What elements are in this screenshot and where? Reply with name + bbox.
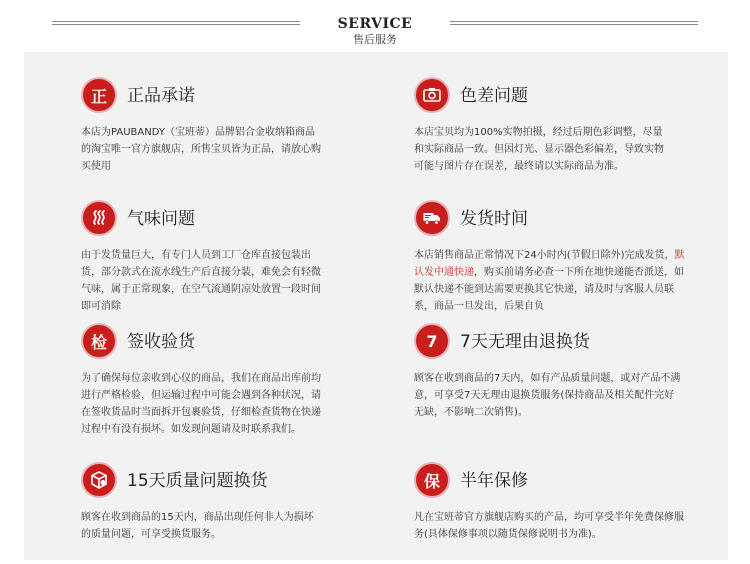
section-header [0,0,750,52]
service-heading: 色差问题 [460,86,528,106]
service-description: 顾客在收到商品的7天内，如有产品质量问题，或对产品不满意，可享受7天无理由退换货服务(保持商品及相关配件完好无缺，不影响二次销售)。 [414,373,681,418]
zheng-badge-icon: 正 [81,77,117,113]
service-description [414,247,690,315]
service-heading: 7天无理由退换货 [460,332,590,352]
section-subtitle: 售后服务 [353,33,397,46]
service-heading: 发货时间 [460,209,528,229]
shipping-text-part1: 本店销售商品正常情况下24小时内(节假日除外)完成发货， [414,250,675,261]
service-heading: 15天质量问题换货 [127,471,268,491]
service-description: 为了确保每位亲收到心仪的商品，我们在商品出库前均进行严格检验，但运输过程中可能会遇到各种状况，请在签收货品时当面拆开包裹验货，仔细检查货物在快递过程中有没有损坏。如发现问题请及时联系我们。 [81,373,321,435]
jian-badge-icon: 检 [81,323,117,359]
service-heading: 签收验货 [127,332,195,352]
service-description: 凡在宝班蒂官方旗舰店购买的产品，均可享受半年免费保修服务(具体保修事项以随货保修说明书为准)。 [414,512,684,540]
default-courier-highlight: 默认发中通快递 [414,250,685,278]
bao-badge-icon: 保 [414,462,450,498]
service-description: 本店宝贝均为100%实物拍摄，经过后期色彩调整，尽量和实际商品一致。但因灯光、显示器色彩偏差，导致实物可能与图片存在误差，最终请以实际商品为准。 [414,127,664,172]
service-description: 顾客在收到商品的15天内，商品出现任何非人为损坏的质量问题，可享受换货服务。 [81,512,314,540]
delivery-truck-icon [414,200,450,236]
service-description: 本店为PAUBANDY（宝班蒂）品牌铝合金收纳箱商品的淘宝唯一官方旗舰店，所售宝贝皆为正品，请放心购买使用 [81,127,321,172]
odor-waves-icon [81,200,117,236]
section-title: SERVICE [337,16,413,32]
service-heading: 正品承诺 [127,86,195,106]
service-heading: 半年保修 [460,471,528,491]
service-description: 由于发货量巨大，有专门人员到工厂仓库直接包装出货，部分款式在流水线生产后直接分装，难免会有轻微气味，属于正常现象，在空气流通阴凉处放置一段时间即可消除 [81,250,321,312]
seven-badge-icon: 7 [414,323,450,359]
service-panel [24,52,728,560]
camera-icon [414,77,450,113]
shipping-text-part2: ，购买前请务必查一下所在地快递能否派送，如默认快递不能到达需要更换其它快递，请及时与客服人员联系，商品一旦发出，后果自负 [414,267,684,312]
service-heading: 气味问题 [127,209,195,229]
package-icon [81,462,117,498]
